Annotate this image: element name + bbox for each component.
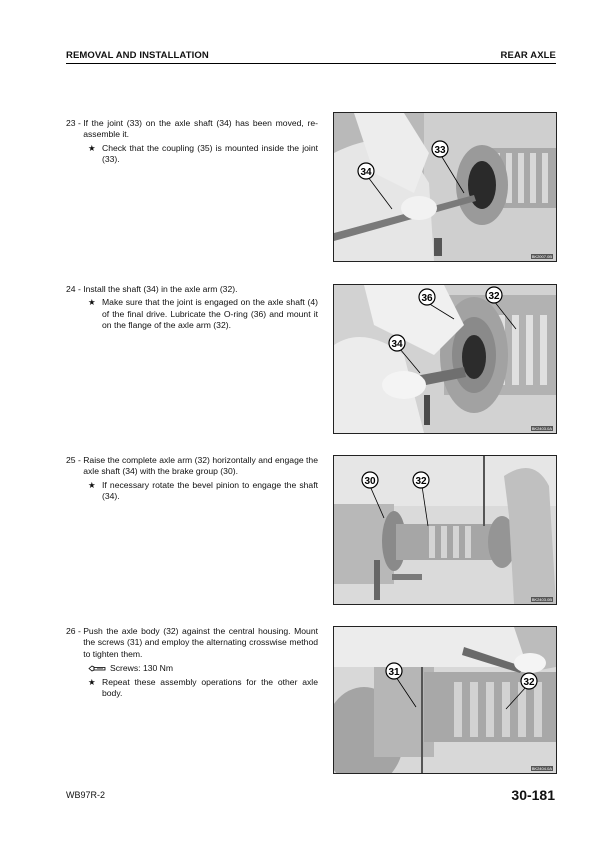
photo-callouts (334, 285, 556, 433)
callout-label: 36 (421, 293, 433, 304)
torque-text: Screws: 130 Nm (110, 663, 174, 674)
step-number: 23 - (66, 118, 84, 128)
page-number: 30-181 (511, 787, 555, 803)
step-text: Install the shaft (34) in the axle arm (32). (83, 284, 238, 294)
step-note (88, 480, 318, 503)
photo-code: BK2404.0A (531, 766, 552, 771)
note-text: Repeat these assembly operations for the other axle body. (102, 676, 318, 699)
photo-code: BK2403.0A (531, 426, 552, 431)
callout-label: 30 (364, 476, 376, 487)
torque-wrench-icon (88, 664, 106, 673)
photo-callouts (334, 113, 556, 261)
star-icon: ★ (88, 676, 96, 687)
step-26 (66, 626, 318, 699)
page-header (66, 50, 556, 61)
callout-label: 33 (434, 145, 446, 156)
note-text: Check that the coupling (35) is mounted inside the joint (33). (102, 142, 318, 165)
callout-label: 32 (488, 291, 500, 302)
star-icon: ★ (88, 479, 96, 490)
header-rule (66, 63, 556, 64)
step-25-photo (333, 455, 557, 605)
step-23-photo (333, 112, 557, 262)
footer-model: WB97R-2 (66, 790, 106, 800)
step-note (88, 297, 318, 331)
step-number: 26 - (66, 626, 84, 636)
photo-callouts (334, 627, 556, 773)
step-number: 25 - (66, 455, 84, 465)
step-24-photo (333, 284, 557, 434)
callout-label: 34 (391, 339, 403, 350)
star-icon: ★ (88, 297, 96, 308)
step-text: Push the axle body (32) against the central housing. Mount the screws (31) and employ the alternating crosswise method to tighten them. (83, 626, 318, 659)
callout-label: 31 (388, 667, 400, 678)
section-title: REMOVAL AND INSTALLATION (66, 50, 209, 61)
step-text: Raise the complete axle arm (32) horizontally and engage the axle shaft (34) with the brake group (30). (83, 455, 318, 477)
step-24 (66, 284, 318, 332)
step-note (88, 677, 318, 700)
callout-label: 32 (415, 476, 427, 487)
callout-label: 34 (360, 167, 372, 178)
note-text: Make sure that the joint is engaged on the axle shaft (4) of the final drive. Lubricate the O-ring (36) and mount it on the flange of the axle arm (32). (102, 297, 318, 331)
step-23 (66, 118, 318, 166)
callout-label: 32 (523, 677, 535, 688)
step-text: If the joint (33) on the axle shaft (34) has been moved, re-assemble it. (83, 118, 318, 140)
chapter-title: REAR AXLE (500, 50, 556, 61)
photo-code: BK2403.0B (531, 597, 552, 602)
step-25 (66, 455, 318, 503)
step-note (88, 143, 318, 166)
note-text: If necessary rotate the bevel pinion to engage the shaft (34). (102, 479, 318, 502)
step-number: 24 - (66, 284, 84, 294)
photo-code: BK2007.0B (531, 254, 552, 259)
step-26-photo (333, 626, 557, 774)
star-icon: ★ (88, 142, 96, 153)
torque-spec (88, 663, 318, 674)
photo-callouts (334, 456, 556, 604)
